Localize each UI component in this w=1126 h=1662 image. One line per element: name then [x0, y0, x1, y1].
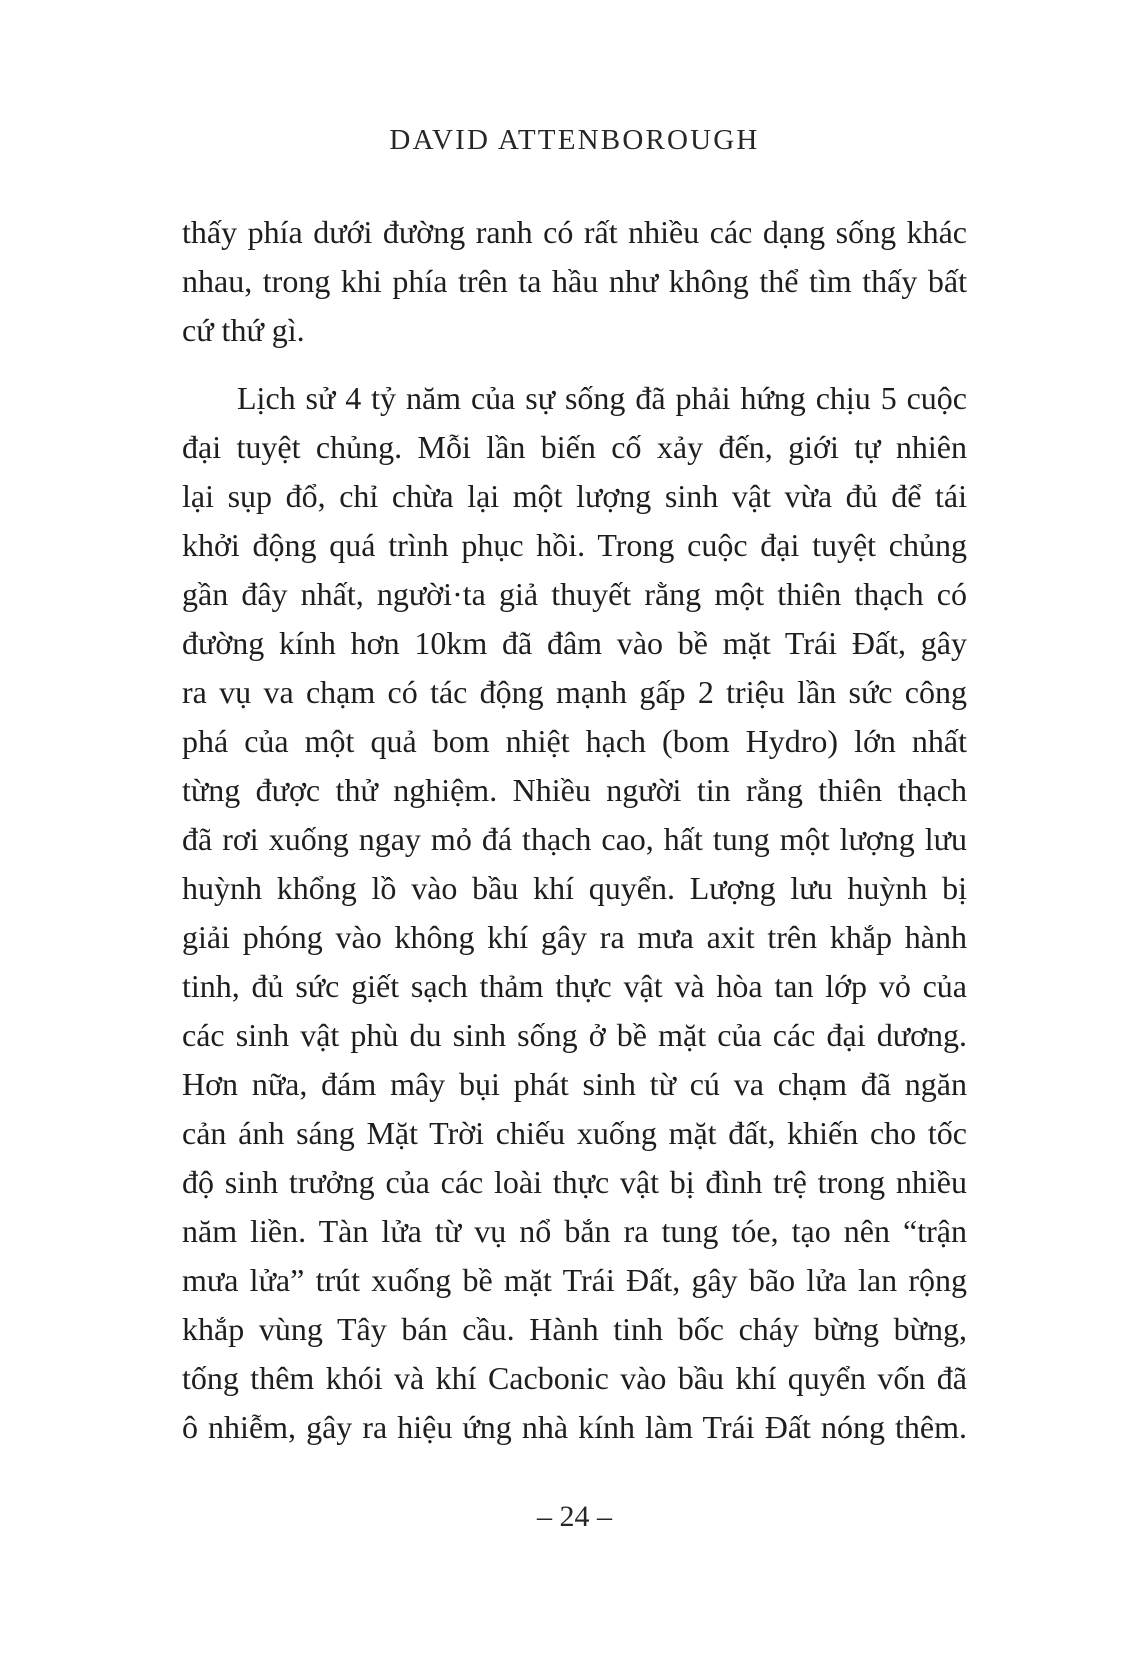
text-line: Hơn nữa, đám mây bụi phát sinh từ cú va chạm đã ngăn — [182, 1066, 967, 1102]
page-number: – 24 – — [537, 1500, 612, 1533]
paragraph — [182, 374, 967, 1452]
body-text — [182, 208, 967, 1452]
text-line: phá của một quả bom nhiệt hạch (bom Hydro) lớn nhất — [182, 723, 967, 759]
text-line: ô nhiễm, gây ra hiệu ứng nhà kính làm Trái Đất nóng thêm. — [182, 1409, 967, 1445]
paragraph — [182, 208, 967, 355]
text-line: Lịch sử 4 tỷ năm của sự sống đã phải hứng chịu 5 cuộc — [237, 380, 967, 416]
text-line: tống thêm khói và khí Cacbonic vào bầu khí quyển vốn đã — [182, 1360, 967, 1396]
text-line: tinh, đủ sức giết sạch thảm thực vật và hòa tan lớp vỏ của — [182, 968, 967, 1004]
text-line: huỳnh khổng lồ vào bầu khí quyển. Lượng lưu huỳnh bị — [182, 870, 967, 906]
running-header: DAVID ATTENBOROUGH — [389, 124, 760, 156]
text-line: nhau, trong khi phía trên ta hầu như không thể tìm thấy bất — [182, 263, 967, 299]
text-line: đại tuyệt chủng. Mỗi lần biến cố xảy đến, giới tự nhiên — [182, 429, 967, 465]
text-line: giải phóng vào không khí gây ra mưa axit trên khắp hành — [182, 919, 967, 955]
text-line: khắp vùng Tây bán cầu. Hành tinh bốc cháy bừng bừng, — [182, 1311, 967, 1347]
text-line: mưa lửa” trút xuống bề mặt Trái Đất, gây bão lửa lan rộng — [182, 1262, 967, 1298]
text-line: đường kính hơn 10km đã đâm vào bề mặt Trái Đất, gây — [182, 625, 967, 661]
text-line: khởi động quá trình phục hồi. Trong cuộc đại tuyệt chủng — [182, 527, 967, 563]
text-line: gần đây nhất, người·ta giả thuyết rằng một thiên thạch có — [182, 576, 967, 612]
text-line: từng được thử nghiệm. Nhiều người tin rằng thiên thạch — [182, 772, 967, 808]
text-line: năm liền. Tàn lửa từ vụ nổ bắn ra tung tóe, tạo nên “trận — [182, 1213, 967, 1249]
text-line: lại sụp đổ, chỉ chừa lại một lượng sinh vật vừa đủ để tái — [182, 478, 967, 514]
text-line: cứ thứ gì. — [182, 312, 305, 348]
text-line: độ sinh trưởng của các loài thực vật bị đình trệ trong nhiều — [182, 1164, 967, 1200]
text-line: thấy phía dưới đường ranh có rất nhiều các dạng sống khác — [182, 214, 967, 250]
text-line: các sinh vật phù du sinh sống ở bề mặt của các đại dương. — [182, 1017, 967, 1053]
text-line: cản ánh sáng Mặt Trời chiếu xuống mặt đất, khiến cho tốc — [182, 1115, 967, 1151]
text-line: ra vụ va chạm có tác động mạnh gấp 2 triệu lần sức công — [182, 674, 967, 710]
text-line: đã rơi xuống ngay mỏ đá thạch cao, hất tung một lượng lưu — [182, 821, 967, 857]
